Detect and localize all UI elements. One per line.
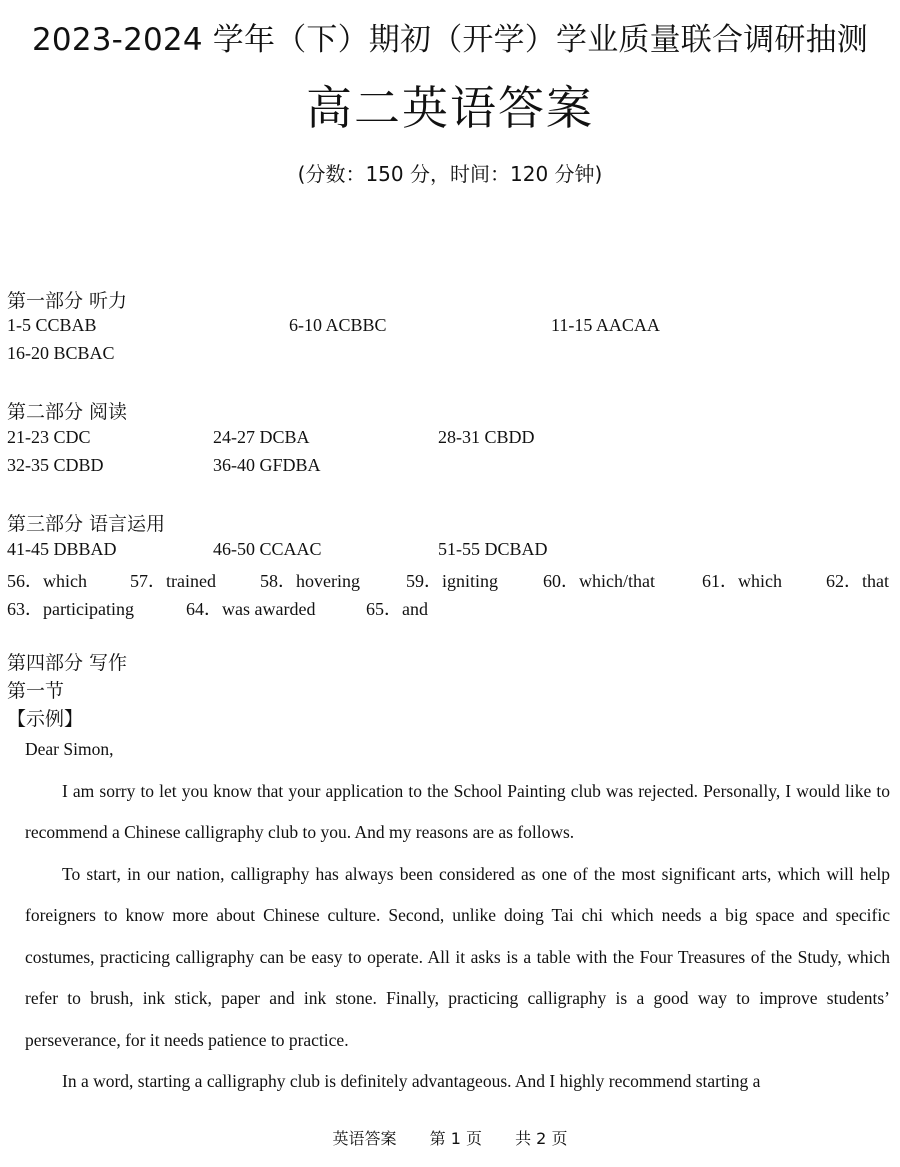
answer-range: 36-40 xyxy=(213,455,255,475)
answer-group xyxy=(551,315,660,336)
document-title: 高二英语答案 xyxy=(306,81,594,135)
answer-letters: AACAA xyxy=(595,315,660,335)
footer-total-pages: 共 2 页 xyxy=(515,1129,568,1148)
answer-group xyxy=(7,427,91,448)
answer-letters: CDC xyxy=(53,427,91,447)
blank-number: 59． xyxy=(406,571,442,591)
answer-letters: CCBAB xyxy=(35,315,97,335)
answer-range: 32-35 xyxy=(7,455,49,475)
answer-group xyxy=(213,539,322,560)
blank-answer xyxy=(7,567,87,593)
answer-range: 6-10 xyxy=(289,315,322,335)
answer-range: 16-20 xyxy=(7,343,49,363)
answer-letters: DBBAD xyxy=(53,539,117,559)
essay-salutation: Dear Simon, xyxy=(25,739,114,759)
section-title: 第一节 xyxy=(7,680,65,702)
blank-answer xyxy=(702,567,782,593)
answer-group xyxy=(7,455,104,476)
blank-number: 65． xyxy=(366,599,402,619)
answer-group xyxy=(7,539,117,560)
answer-group xyxy=(289,315,387,336)
blank-text: and xyxy=(402,599,428,619)
blank-number: 56． xyxy=(7,571,43,591)
blank-text: that xyxy=(862,571,889,591)
exam-meta: (分数：150 分，时间：120 分钟) xyxy=(297,162,603,186)
essay-paragraph: To start, in our nation, calligraphy has always been considered as one of the most significant arts, which will help foreigners to know more about Chinese culture. Second, unlike doing Tai chi which needs a big space and specific costumes, practicing calligraphy can be easy to operate. All it asks is a table with the Four Treasures of the Study, which refer to brush, ink stick, paper and ink stone. Finally, practicing calligraphy is a good way to improve students’ perseverance, for it needs patience to practice. xyxy=(25,863,890,1050)
answer-letters: ACBBC xyxy=(325,315,387,335)
answer-group xyxy=(213,455,321,476)
blank-number: 60． xyxy=(543,571,579,591)
answer-letters: BCBAC xyxy=(53,343,115,363)
page-footer xyxy=(0,1126,900,1149)
answer-range: 51-55 xyxy=(438,539,480,559)
blank-number: 61． xyxy=(702,571,738,591)
blank-text: igniting xyxy=(442,571,499,591)
answer-range: 24-27 xyxy=(213,427,255,447)
answer-letters: CDBD xyxy=(53,455,104,475)
answer-letters: CBDD xyxy=(484,427,535,447)
answer-group xyxy=(438,539,548,560)
footer-subject: 英语答案 xyxy=(332,1129,397,1148)
answer-range: 1-5 xyxy=(7,315,31,335)
answer-letters: CCAAC xyxy=(259,539,322,559)
part1-title: 第一部分 听力 xyxy=(7,290,128,312)
blank-answer xyxy=(130,567,216,593)
answer-range: 46-50 xyxy=(213,539,255,559)
blank-text: which xyxy=(738,571,782,591)
answer-group xyxy=(7,343,115,364)
exam-title: 2023-2024 学年（下）期初（开学）学业质量联合调研抽测 xyxy=(31,22,869,58)
answer-letters: DCBAD xyxy=(484,539,548,559)
blank-number: 64． xyxy=(186,599,222,619)
blank-text: was awarded xyxy=(222,599,316,619)
blank-answer xyxy=(826,567,889,593)
answer-range: 21-23 xyxy=(7,427,49,447)
essay-paragraph: I am sorry to let you know that your application to the School Painting club was rejected. Personally, I would like to recommend a Chinese calligraphy club to you. And my reasons are as follows. xyxy=(25,780,890,842)
blank-text: hovering xyxy=(296,571,360,591)
blank-text: participating xyxy=(43,599,134,619)
blank-answer xyxy=(7,595,134,621)
part4-title: 第四部分 写作 xyxy=(7,652,128,674)
sample-label: 【示例】 xyxy=(7,708,84,730)
blank-answer xyxy=(406,567,498,593)
blank-text: trained xyxy=(166,571,216,591)
sample-essay xyxy=(25,729,890,1103)
answer-group xyxy=(213,427,310,448)
blank-answer xyxy=(186,595,315,621)
blank-answer xyxy=(543,567,655,593)
answer-letters: DCBA xyxy=(259,427,310,447)
answer-group xyxy=(7,315,97,336)
answer-range: 11-15 xyxy=(551,315,593,335)
blank-answer xyxy=(366,595,428,621)
blank-text: which/that xyxy=(579,571,655,591)
footer-page-number: 第 1 页 xyxy=(429,1129,482,1148)
part3-title: 第三部分 语言运用 xyxy=(7,513,166,535)
blank-number: 57． xyxy=(130,571,166,591)
blank-number: 62． xyxy=(826,571,862,591)
essay-paragraph: In a word, starting a calligraphy club is definitely advantageous. And I highly recommend starting a xyxy=(62,1071,761,1091)
answer-range: 28-31 xyxy=(438,427,480,447)
blank-text: which xyxy=(43,571,87,591)
answer-range: 41-45 xyxy=(7,539,49,559)
blank-answer xyxy=(260,567,360,593)
answer-group xyxy=(438,427,535,448)
blank-number: 63． xyxy=(7,599,43,619)
answer-letters: GFDBA xyxy=(259,455,321,475)
part2-title: 第二部分 阅读 xyxy=(7,401,128,423)
blank-number: 58． xyxy=(260,571,296,591)
